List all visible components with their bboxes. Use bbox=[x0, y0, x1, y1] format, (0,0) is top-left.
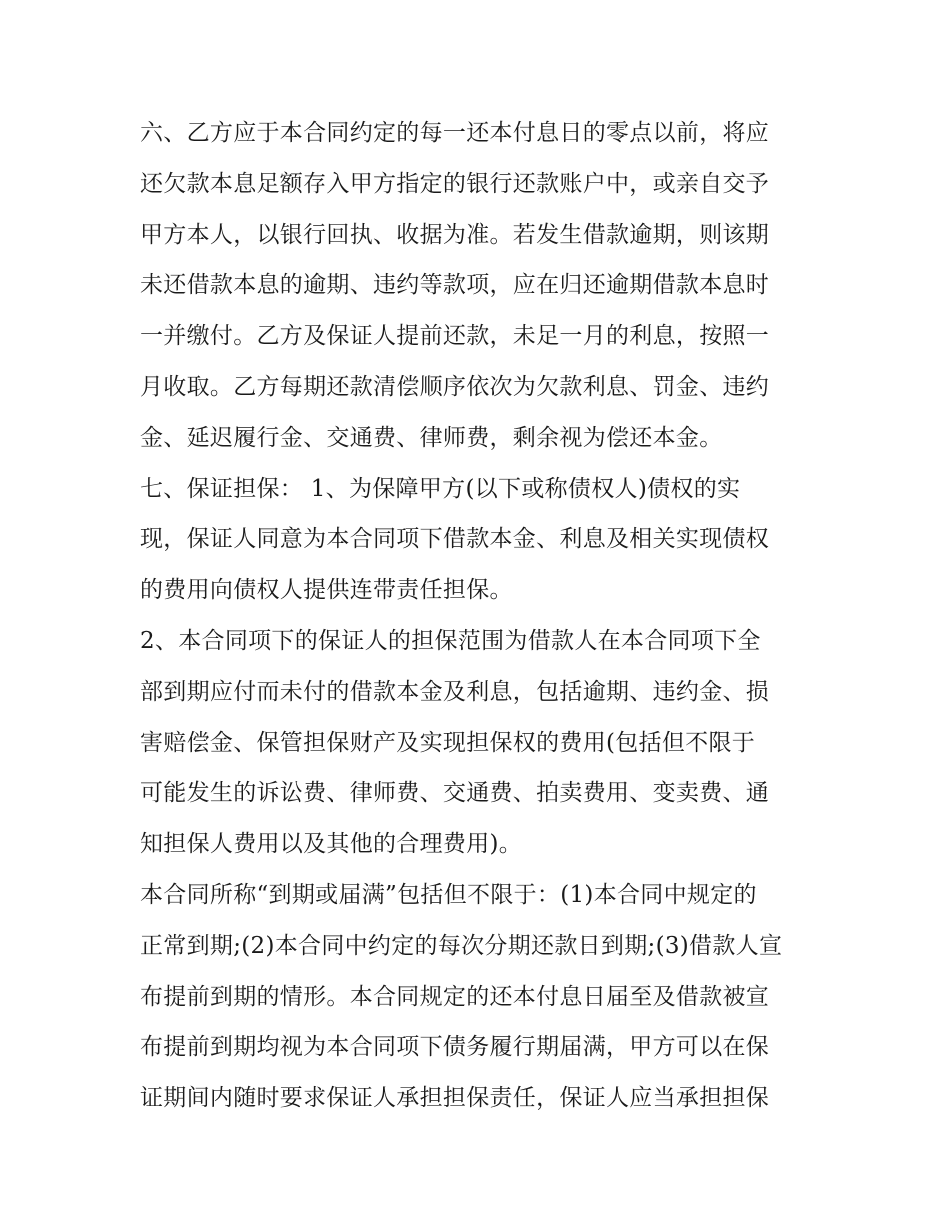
text-line-2: 还欠款本息足额存入甲方指定的银行还款账户中，或亲自交予 bbox=[140, 170, 770, 197]
text-line-9: 现，保证人同意为本合同项下借款本金、利息及相关实现债权 bbox=[140, 526, 770, 553]
text-line-15: 知担保人费用以及其他的合理费用)。 bbox=[140, 831, 523, 858]
text-line-3: 甲方本人，以银行回执、收据为准。若发生借款逾期，则该期 bbox=[140, 221, 770, 248]
text-line-12: 部到期应付而未付的借款本金及利息，包括逾期、违约金、损 bbox=[140, 678, 770, 705]
text-line-13: 害赔偿金、保管担保财产及实现担保权的费用(包括但不限于 bbox=[140, 729, 756, 756]
text-line-1: 六、乙方应于本合同约定的每一还本付息日的零点以前，将应 bbox=[140, 120, 770, 146]
document-body bbox=[140, 108, 830, 1124]
text-line-7: 金、延迟履行金、交通费、律师费，剩余视为偿还本金。 bbox=[140, 424, 723, 451]
text-line-18: 布提前到期的情形。本合同规定的还本付息日届至及借款被宣 bbox=[140, 983, 770, 1010]
text-line-4: 未还借款本息的逾期、违约等款项，应在归还逾期借款本息时 bbox=[140, 272, 770, 299]
text-line-16: 本合同所称“到期或届满”包括但不限于：(1)本合同中规定的 bbox=[140, 881, 757, 908]
text-line-8: 七、保证担保： 1、为保障甲方(以下或称债权人)债权的实 bbox=[140, 475, 741, 502]
text-line-14: 可能发生的诉讼费、律师费、交通费、拍卖费用、变卖费、通 bbox=[140, 780, 770, 807]
text-line-17: 正常到期;(2)本合同中约定的每次分期还款日到期;(3)借款人宣 bbox=[140, 932, 783, 959]
text-line-20: 证期间内随时要求保证人承担担保责任，保证人应当承担担保 bbox=[140, 1085, 770, 1112]
text-line-19: 布提前到期均视为本合同项下债务履行期届满，甲方可以在保 bbox=[140, 1034, 770, 1061]
text-line-5: 一并缴付。乙方及保证人提前还款，未足一月的利息，按照一 bbox=[140, 323, 770, 350]
text-line-10: 的费用向债权人提供连带责任担保。 bbox=[140, 577, 513, 604]
text-line-11: 2、本合同项下的保证人的担保范围为借款人在本合同项下全 bbox=[140, 627, 761, 654]
text-line-6: 月收取。乙方每期还款清偿顺序依次为欠款利息、罚金、违约 bbox=[140, 373, 770, 400]
